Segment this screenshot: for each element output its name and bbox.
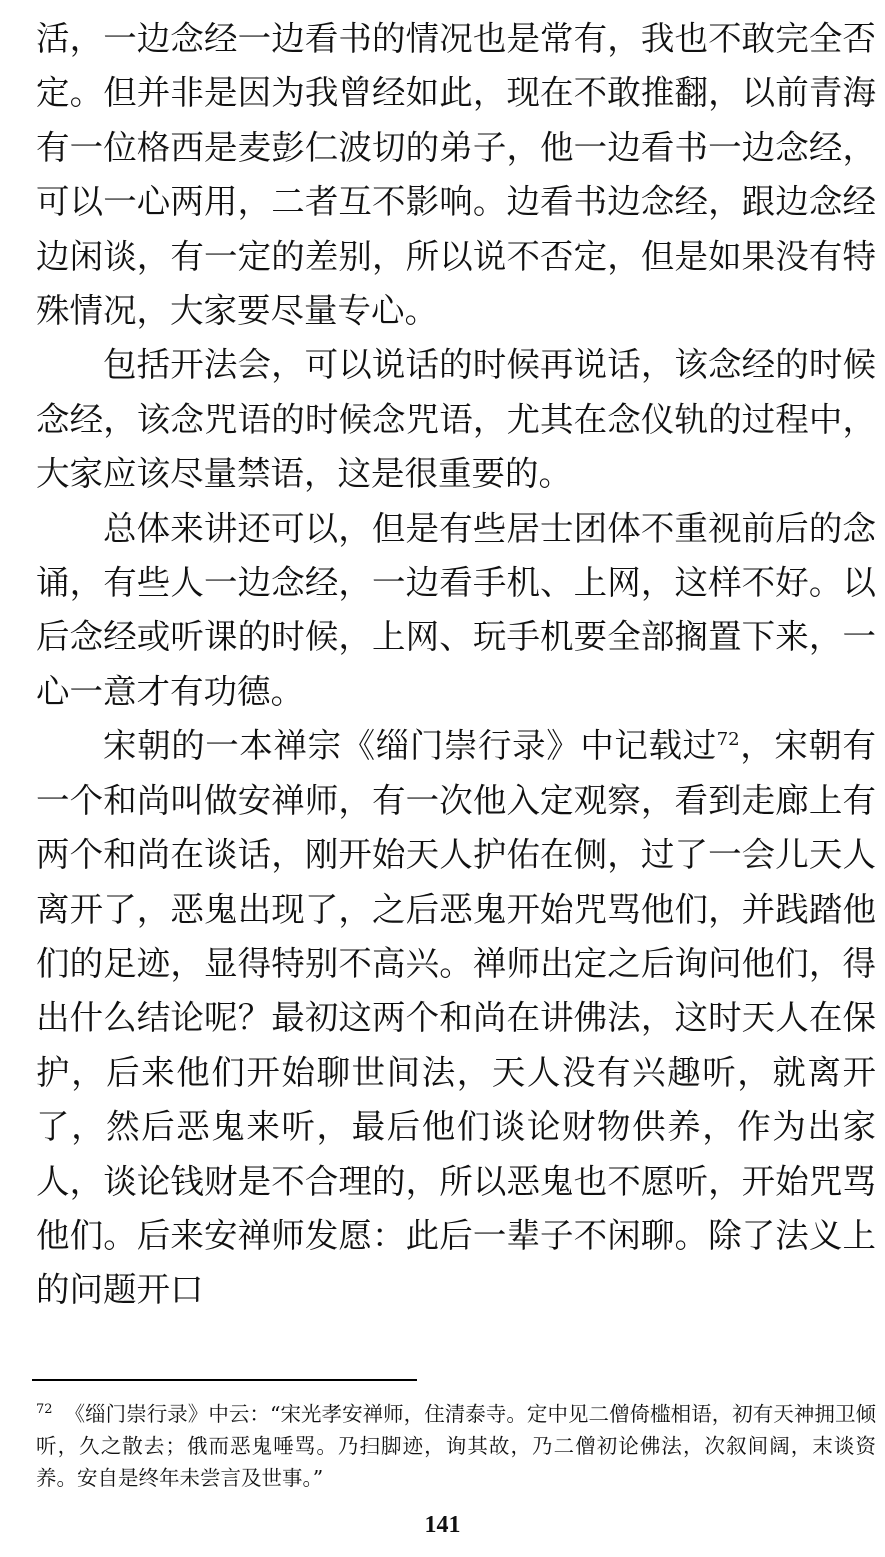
footnote-divider xyxy=(32,1379,417,1381)
main-text xyxy=(36,12,876,1318)
paragraph-4 xyxy=(36,719,876,1317)
paragraph-1 xyxy=(36,12,876,338)
paragraph-3-text: 总体来讲还可以，但是有些居士团体不重视前后的念诵，有些人一边念经，一边看手机、上网，这样不好。以后念经或听课的时候，上网、玩手机要全部搁置下来，一心一意才有功德。 xyxy=(36,508,876,711)
paragraph-3 xyxy=(36,502,876,720)
paragraph-2 xyxy=(36,338,876,501)
footnote-reference[interactable]: 72 xyxy=(716,729,740,751)
paragraph-1-text: 活，一边念经一边看书的情况也是常有，我也不敢完全否定。但并非是因为我曾经如此，现在不敢推翻，以前青海有一位格西是麦彭仁波切的弟子，他一边看书一边念经，可以一心两用，二者互不影响。边看书边念经，跟边念经边闲谈，有一定的差别，所以说不否定，但是如果没有特殊情况，大家要尽量专心。 xyxy=(36,19,876,331)
footnote xyxy=(36,1398,876,1494)
footnote-text: 《缁门崇行录》中云：“宋光孝安禅师，住清泰寺。定中见二僧倚槛相语，初有天神拥卫倾听，久之散去；俄而恶鬼唾骂。乃扫脚迹，询其故，乃二僧初论佛法，次叙间阔，末谈资养。安自是终年未尝言及世事。” xyxy=(36,1402,876,1490)
paragraph-2-text: 包括开法会，可以说话的时候再说话，该念经的时候念经，该念咒语的时候念咒语，尤其在念仪轨的过程中，大家应该尽量禁语，这是很重要的。 xyxy=(36,345,876,494)
page-number: 141 xyxy=(424,1512,461,1538)
paragraph-4-text-after: ，宋朝有一个和尚叫做安禅师，有一次他入定观察，看到走廊上有两个和尚在谈话，刚开始天人护佑在侧，过了一会儿天人离开了，恶鬼出现了，之后恶鬼开始咒骂他们，并践踏他们的足迹，显得特别不高兴。禅师出定之后询问他们，得出什么结论呢？最初这两个和尚在讲佛法，这时天人在保护，后来他们开始聊世间法，天人没有兴趣听，就离开了，然后恶鬼来听，最后他们谈论财物供养，作为出家人，谈论钱财是不合理的，所以恶鬼也不愿听，开始咒骂他们。后来安禅师发愿：此后一辈子不闲聊。除了法义上的问题开口 xyxy=(36,726,877,1310)
paragraph-4-text-before: 宋朝的一本禅宗《缁门崇行录》中记载过 xyxy=(103,726,717,766)
footnote-number: 72 xyxy=(36,1402,53,1418)
